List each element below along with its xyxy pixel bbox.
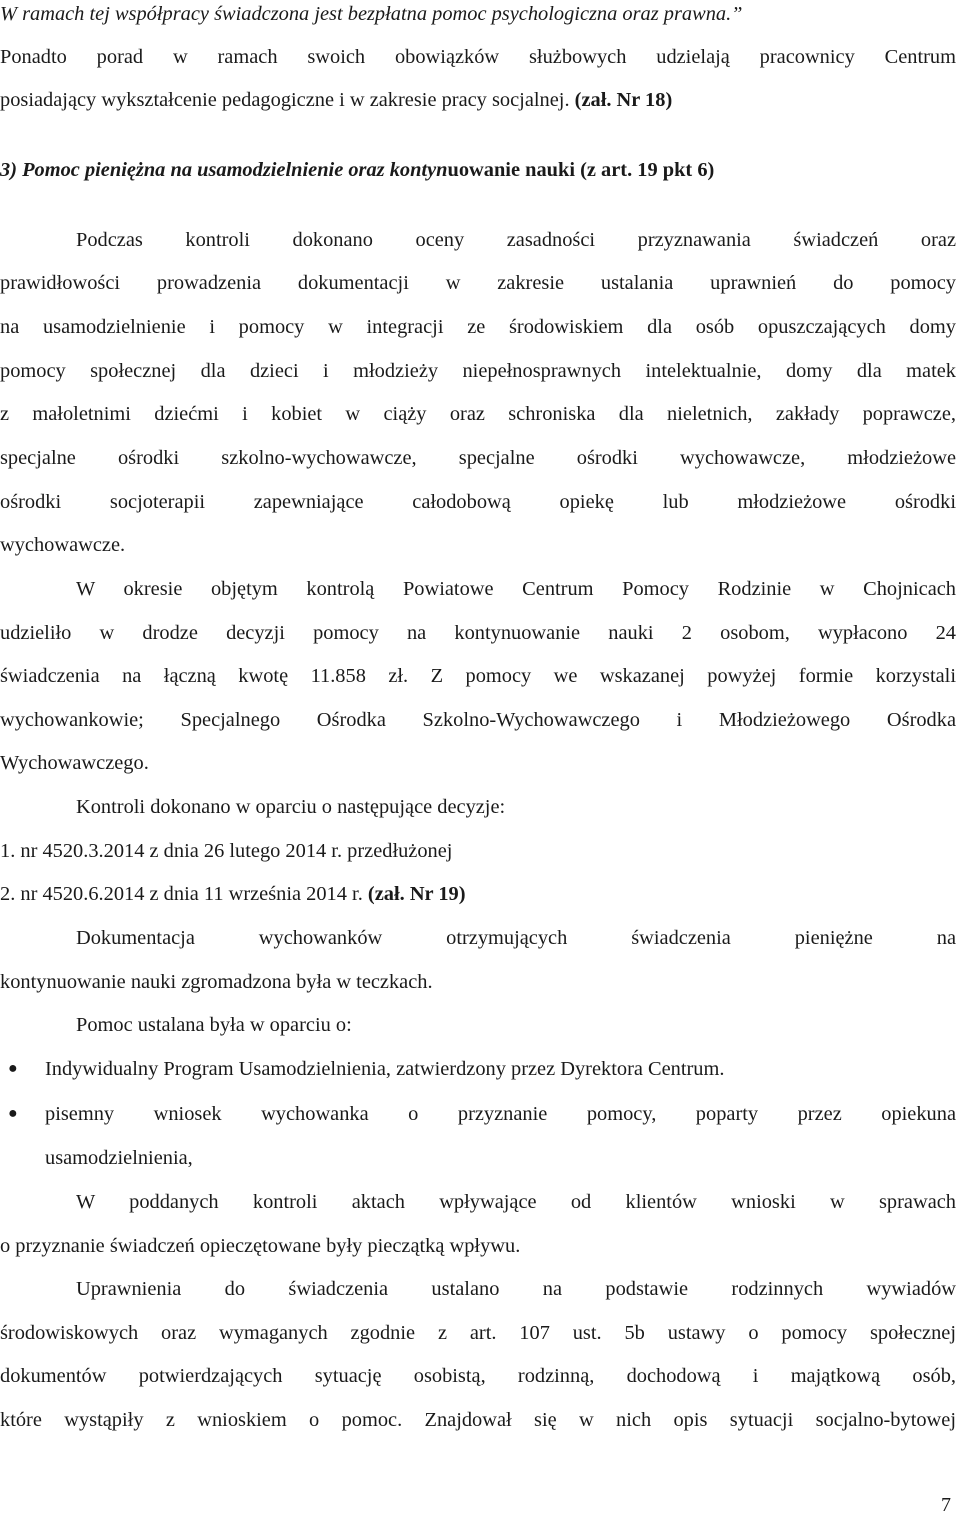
text-segment: 2. nr 4520.6.2014 z dnia 11 września 2014 r. bbox=[0, 883, 363, 905]
section-heading-rest: uowanie nauki (z art. 19 pkt 6) bbox=[447, 159, 715, 181]
text-line: na usamodzielnienie i pomocy w integracji ze środowiskiem dla osób opuszczających domy bbox=[0, 316, 956, 338]
text-segment: posiadający wykształcenie pedagogiczne i w zakresie pracy socjalnej. bbox=[0, 89, 570, 111]
text-line: Wychowawczego. bbox=[0, 752, 149, 774]
text-line: które wystąpiły z wnioskiem o pomoc. Znajdował się w nich opis sytuacji socjalno-bytowej bbox=[0, 1409, 956, 1431]
text-line: Ponadto porad w ramach swoich obowiązków służbowych udzielają pracownicy Centrum bbox=[0, 46, 956, 68]
text-line: środowiskowych oraz wymaganych zgodnie z art. 107 ust. 5b ustawy o pomocy społecznej bbox=[0, 1322, 956, 1344]
section-heading bbox=[0, 157, 956, 183]
text-line: dokumentów potwierdzających sytuację osobistą, rodzinną, dochodową i majątkową osób, bbox=[0, 1365, 956, 1387]
text-line: ośrodki socjoterapii zapewniające całodobową opiekę lub młodzieżowe ośrodki bbox=[0, 491, 956, 513]
text-line: świadczenia na łączną kwotę 11.858 zł. Z pomocy we wskazanej powyżej formie korzystali bbox=[0, 665, 956, 687]
attachment-reference: (zał. Nr 18) bbox=[574, 89, 673, 111]
section-heading-italic: 3) Pomoc pieniężna na usamodzielnienie oraz kontyn bbox=[0, 159, 448, 181]
text-line: wychowankowie; Specjalnego Ośrodka Szkolno-Wychowawczego i Młodzieżowego Ośrodka bbox=[0, 709, 956, 731]
page-number: 7 bbox=[941, 1494, 951, 1516]
text-line: wychowawcze. bbox=[0, 534, 126, 556]
text-line: Pomoc ustalana była w oparciu o: bbox=[76, 1014, 352, 1036]
text-line: specjalne ośrodki szkolno-wychowawcze, specjalne ośrodki wychowawcze, młodzieżowe bbox=[0, 447, 956, 469]
text-line: W ramach tej współpracy świadczona jest bezpłatna pomoc psychologiczna oraz prawna.” bbox=[0, 3, 743, 25]
bullet-icon: ● bbox=[8, 1105, 18, 1122]
text-line: pomocy społecznej dla dzieci i młodzieży niepełnosprawnych intelektualnie, domy dla matek bbox=[0, 360, 956, 382]
text-line: prawidłowości prowadzenia dokumentacji w zakresie ustalania uprawnień do pomocy bbox=[0, 272, 956, 294]
attachment-reference: (zał. Nr 19) bbox=[367, 883, 466, 905]
text-line: Dokumentacja wychowanków otrzymujących świadczenia pieniężne na bbox=[76, 927, 956, 949]
text-line bbox=[0, 87, 956, 113]
text-line: W okresie objętym kontrolą Powiatowe Centrum Pomocy Rodzinie w Chojnicach bbox=[76, 578, 956, 600]
text-line: Uprawnienia do świadczenia ustalano na podstawie rodzinnych wywiadów bbox=[76, 1278, 956, 1300]
decision-item bbox=[0, 881, 956, 907]
list-item: Indywidualny Program Usamodzielnienia, zatwierdzony przez Dyrektora Centrum. bbox=[45, 1058, 725, 1080]
list-item-continuation: usamodzielnienia, bbox=[45, 1147, 193, 1169]
bullet-icon: ● bbox=[8, 1060, 18, 1077]
text-line: Kontroli dokonano w oparciu o następujące decyzje: bbox=[76, 796, 506, 818]
text-line: o przyznanie świadczeń opieczętowane były pieczątką wpływu. bbox=[0, 1235, 521, 1257]
text-line: z małoletnimi dziećmi i kobiet w ciąży oraz schroniska dla nieletnich, zakłady poprawcze, bbox=[0, 403, 956, 425]
decision-item: 1. nr 4520.3.2014 z dnia 26 lutego 2014 r. przedłużonej bbox=[0, 840, 453, 862]
text-line: Podczas kontroli dokonano oceny zasadności przyznawania świadczeń oraz bbox=[76, 229, 956, 251]
text-line: udzieliło w drodze decyzji pomocy na kontynuowanie nauki 2 osobom, wypłacono 24 bbox=[0, 622, 956, 644]
text-line: W poddanych kontroli aktach wpływające od klientów wnioski w sprawach bbox=[76, 1191, 956, 1213]
text-line: kontynuowanie nauki zgromadzona była w teczkach. bbox=[0, 971, 433, 993]
list-item: pisemny wniosek wychowanka o przyznanie pomocy, poparty przez opiekuna bbox=[45, 1103, 956, 1125]
